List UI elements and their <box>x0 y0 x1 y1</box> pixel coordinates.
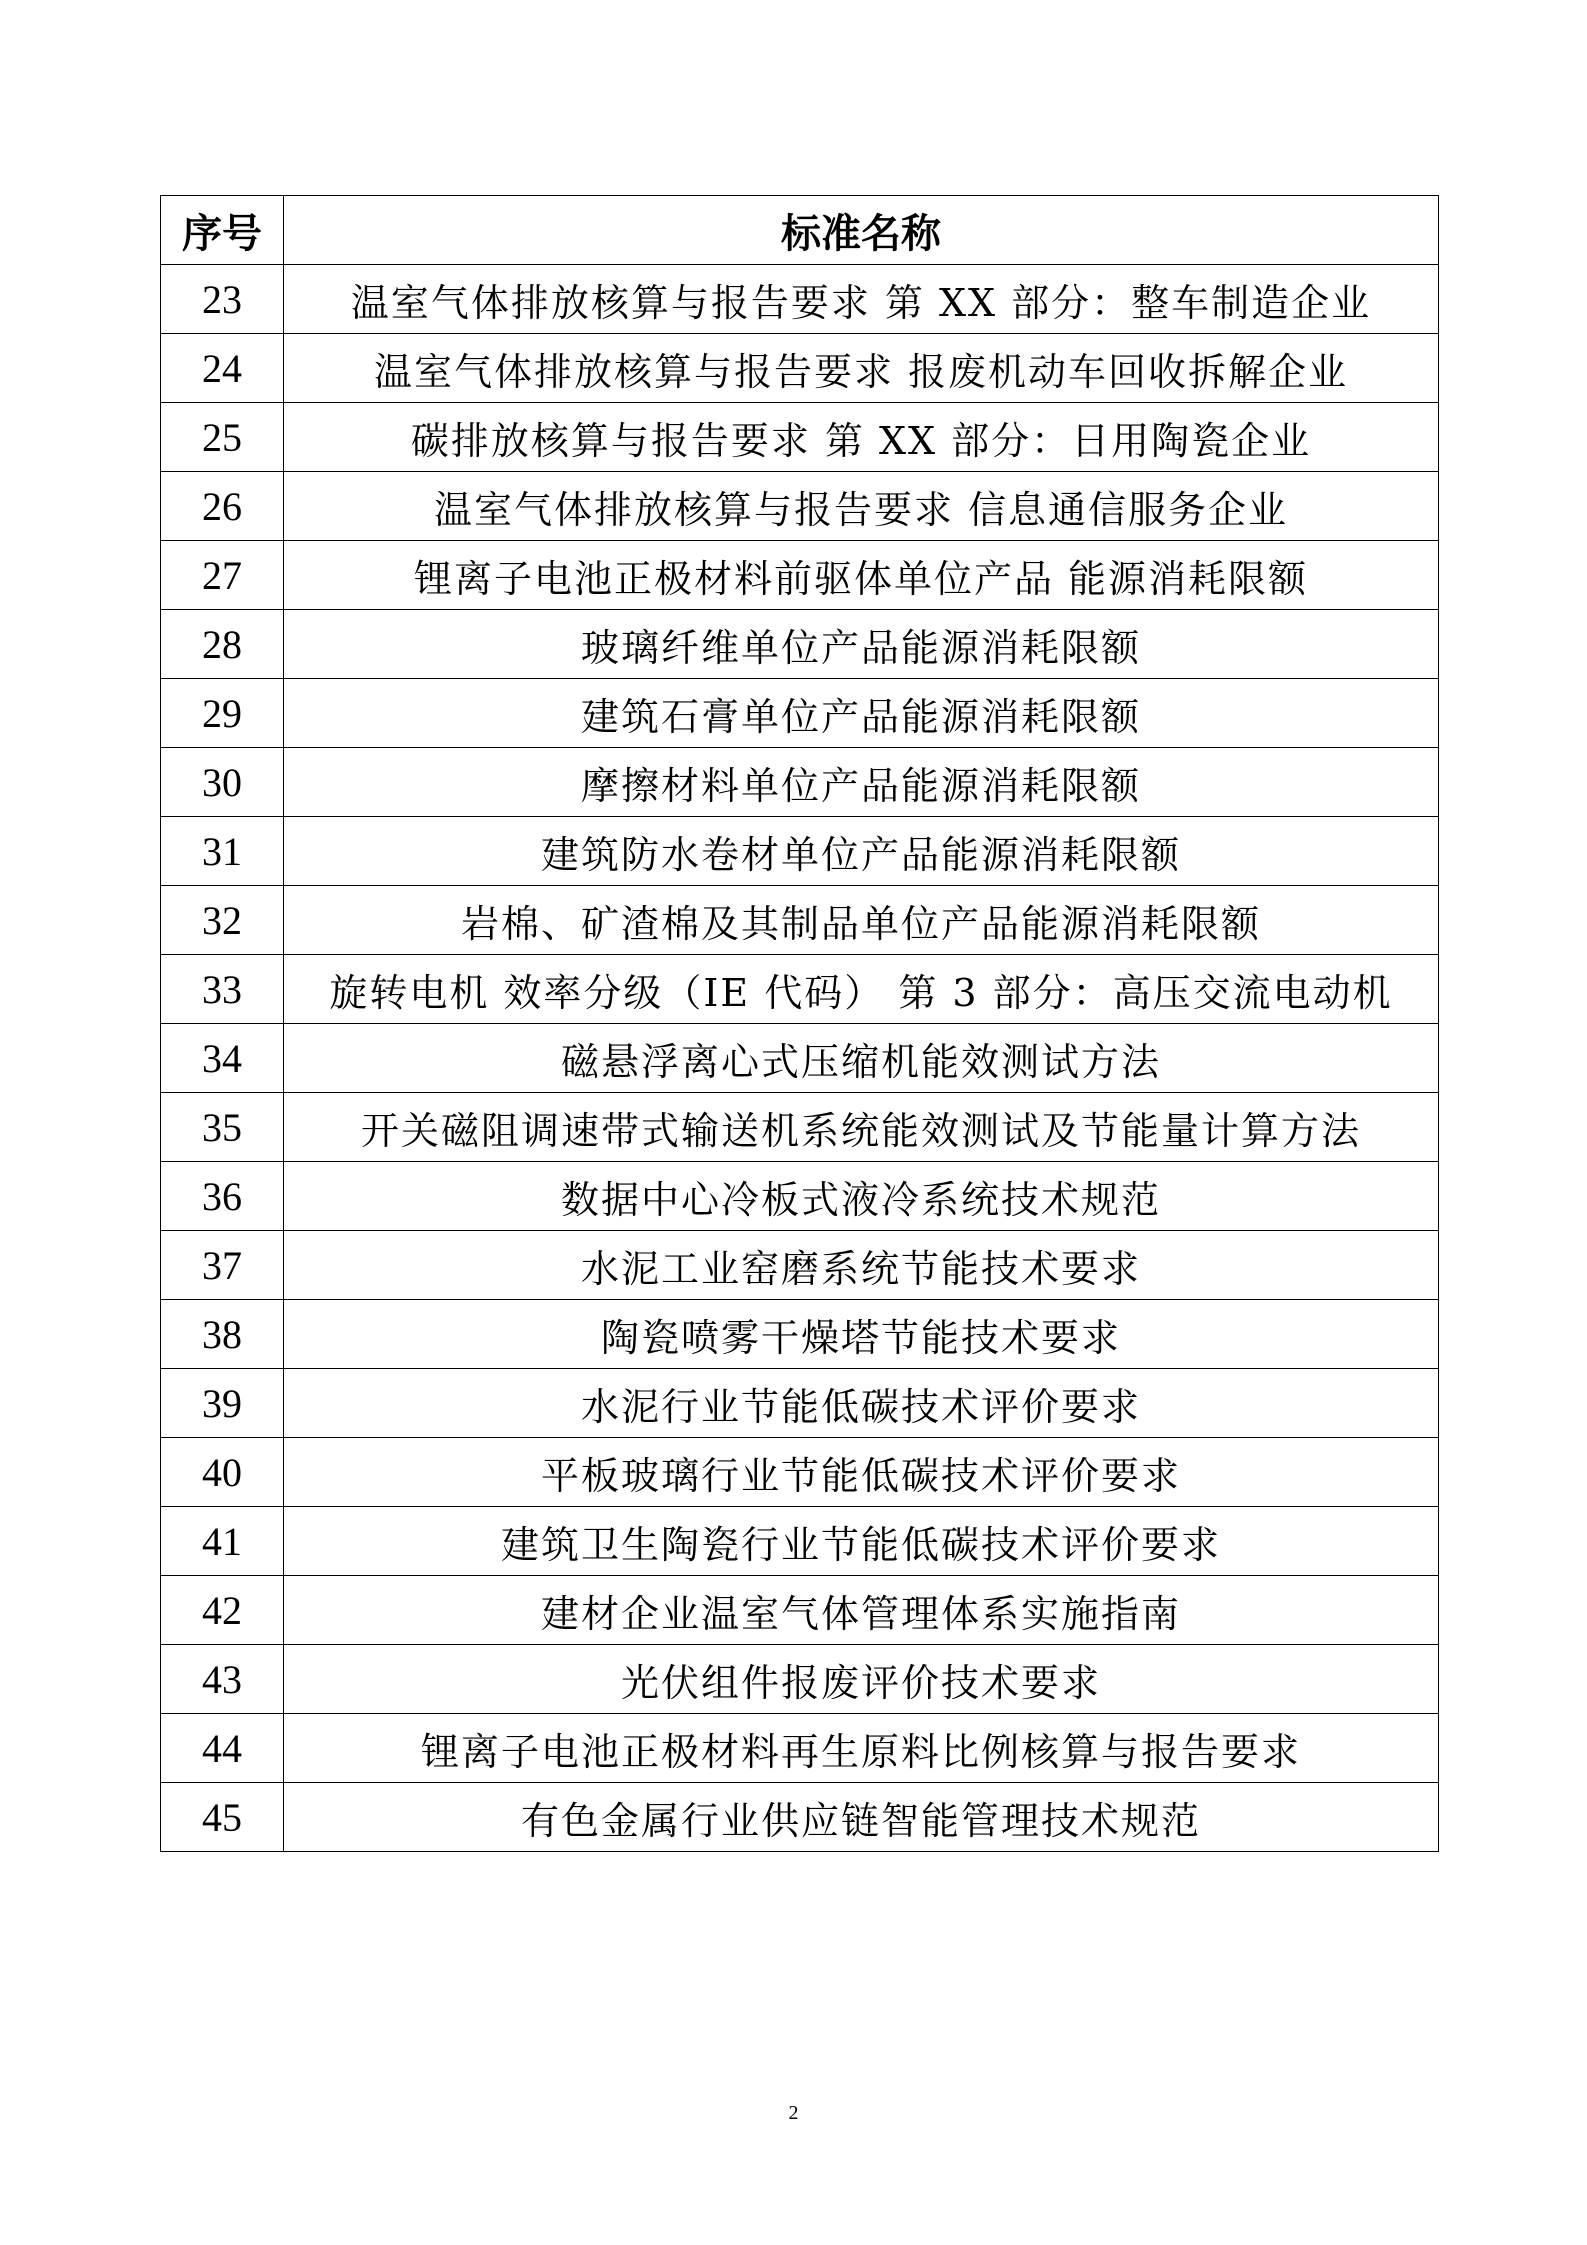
row-number-cell: 28 <box>161 610 284 679</box>
standard-name-cell: 光伏组件报废评价技术要求 <box>284 1645 1439 1714</box>
table-row <box>161 1231 1439 1300</box>
table-row <box>161 1576 1439 1645</box>
row-number-cell: 34 <box>161 1024 284 1093</box>
row-number-cell: 42 <box>161 1576 284 1645</box>
table-header-row <box>161 196 1439 265</box>
standard-name-cell: 磁悬浮离心式压缩机能效测试方法 <box>284 1024 1439 1093</box>
row-number-cell: 29 <box>161 679 284 748</box>
row-number-cell: 27 <box>161 541 284 610</box>
row-number-cell: 30 <box>161 748 284 817</box>
table-body <box>161 265 1439 1852</box>
standard-name-cell: 建筑石膏单位产品能源消耗限额 <box>284 679 1439 748</box>
table-row <box>161 679 1439 748</box>
row-number-cell: 32 <box>161 886 284 955</box>
standard-name-cell: 摩擦材料单位产品能源消耗限额 <box>284 748 1439 817</box>
table-row <box>161 472 1439 541</box>
row-number-cell: 45 <box>161 1783 284 1852</box>
table-row <box>161 1645 1439 1714</box>
standard-name-cell: 建筑卫生陶瓷行业节能低碳技术评价要求 <box>284 1507 1439 1576</box>
row-number-cell: 24 <box>161 334 284 403</box>
table-row <box>161 817 1439 886</box>
header-number: 序号 <box>161 196 284 265</box>
standard-name-cell: 数据中心冷板式液冷系统技术规范 <box>284 1162 1439 1231</box>
table-row <box>161 748 1439 817</box>
table-row <box>161 265 1439 334</box>
standard-name-cell: 水泥行业节能低碳技术评价要求 <box>284 1369 1439 1438</box>
row-number-cell: 33 <box>161 955 284 1024</box>
table-row <box>161 1783 1439 1852</box>
row-number-cell: 39 <box>161 1369 284 1438</box>
row-number-cell: 23 <box>161 265 284 334</box>
row-number-cell: 35 <box>161 1093 284 1162</box>
table-row <box>161 1438 1439 1507</box>
standard-name-cell: 玻璃纤维单位产品能源消耗限额 <box>284 610 1439 679</box>
standards-table <box>160 195 1439 1852</box>
table-row <box>161 610 1439 679</box>
table-row <box>161 1714 1439 1783</box>
standard-name-cell: 锂离子电池正极材料前驱体单位产品 能源消耗限额 <box>284 541 1439 610</box>
standard-name-cell: 开关磁阻调速带式输送机系统能效测试及节能量计算方法 <box>284 1093 1439 1162</box>
table-row <box>161 334 1439 403</box>
table-row <box>161 1024 1439 1093</box>
row-number-cell: 25 <box>161 403 284 472</box>
standard-name-cell: 碳排放核算与报告要求 第 XX 部分：日用陶瓷企业 <box>284 403 1439 472</box>
page-number: 2 <box>788 2102 799 2124</box>
row-number-cell: 36 <box>161 1162 284 1231</box>
standard-name-cell: 水泥工业窑磨系统节能技术要求 <box>284 1231 1439 1300</box>
row-number-cell: 41 <box>161 1507 284 1576</box>
row-number-cell: 26 <box>161 472 284 541</box>
row-number-cell: 31 <box>161 817 284 886</box>
standard-name-cell: 建筑防水卷材单位产品能源消耗限额 <box>284 817 1439 886</box>
standard-name-cell: 旋转电机 效率分级（IE 代码） 第 3 部分：高压交流电动机 <box>284 955 1439 1024</box>
table-row <box>161 403 1439 472</box>
table-row <box>161 955 1439 1024</box>
standard-name-cell: 温室气体排放核算与报告要求 信息通信服务企业 <box>284 472 1439 541</box>
header-standard-name: 标准名称 <box>284 196 1439 265</box>
table-row <box>161 1369 1439 1438</box>
row-number-cell: 44 <box>161 1714 284 1783</box>
row-number-cell: 38 <box>161 1300 284 1369</box>
table-row <box>161 886 1439 955</box>
standard-name-cell: 岩棉、矿渣棉及其制品单位产品能源消耗限额 <box>284 886 1439 955</box>
table-row <box>161 1093 1439 1162</box>
standard-name-cell: 平板玻璃行业节能低碳技术评价要求 <box>284 1438 1439 1507</box>
standard-name-cell: 陶瓷喷雾干燥塔节能技术要求 <box>284 1300 1439 1369</box>
standard-name-cell: 建材企业温室气体管理体系实施指南 <box>284 1576 1439 1645</box>
row-number-cell: 37 <box>161 1231 284 1300</box>
row-number-cell: 40 <box>161 1438 284 1507</box>
row-number-cell: 43 <box>161 1645 284 1714</box>
table-row <box>161 1300 1439 1369</box>
table-row <box>161 1507 1439 1576</box>
table-row <box>161 1162 1439 1231</box>
table-row <box>161 541 1439 610</box>
standard-name-cell: 温室气体排放核算与报告要求 报废机动车回收拆解企业 <box>284 334 1439 403</box>
standard-name-cell: 有色金属行业供应链智能管理技术规范 <box>284 1783 1439 1852</box>
standard-name-cell: 温室气体排放核算与报告要求 第 XX 部分：整车制造企业 <box>284 265 1439 334</box>
standard-name-cell: 锂离子电池正极材料再生原料比例核算与报告要求 <box>284 1714 1439 1783</box>
